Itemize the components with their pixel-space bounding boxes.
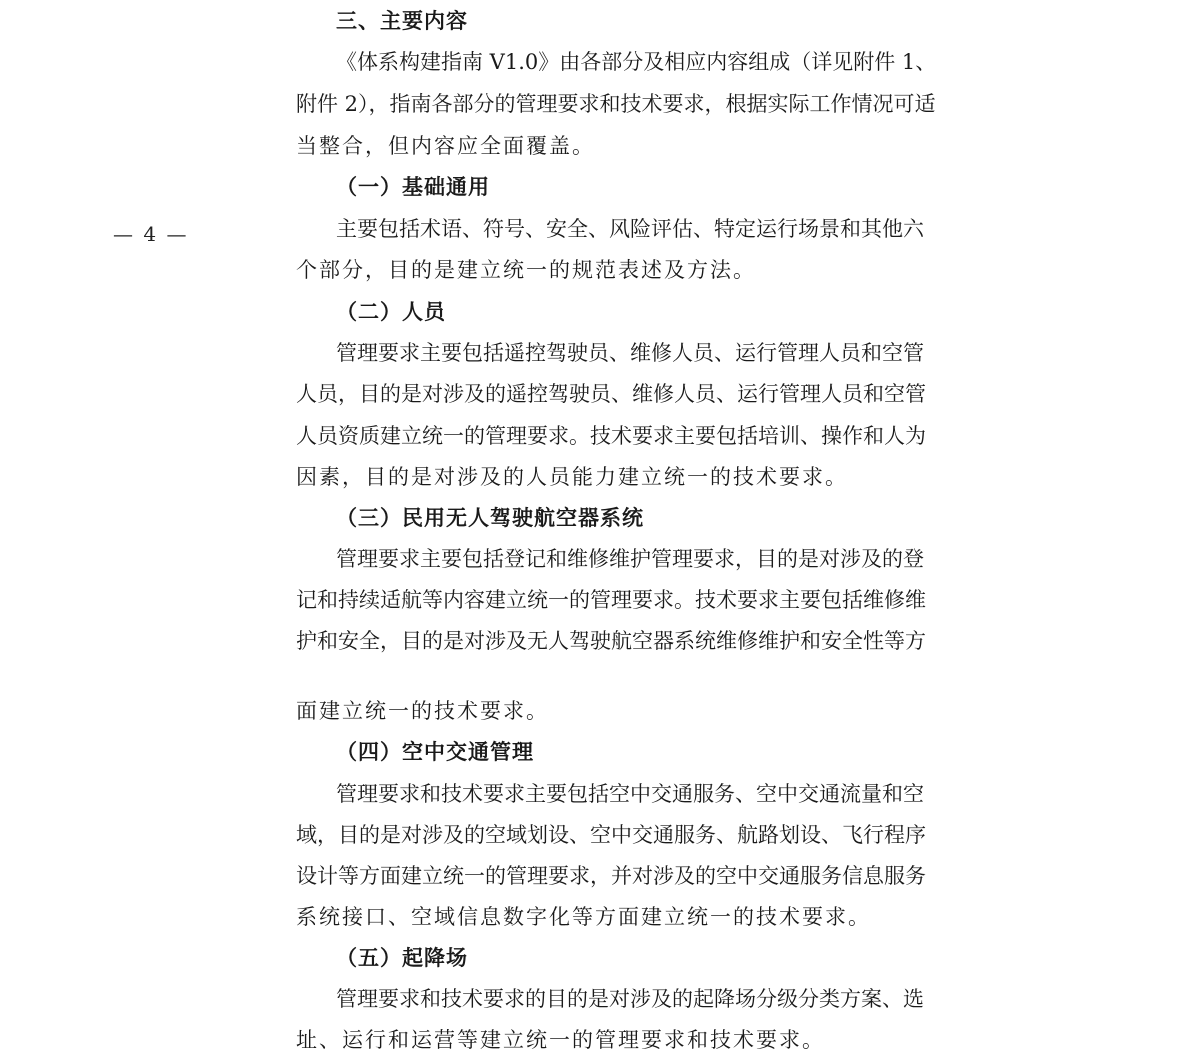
paragraph-line: 系统接口、空域信息数字化等方面建立统一的技术要求。 (296, 905, 871, 929)
paragraph-line: 址、运行和运营等建立统一的管理要求和技术要求。 (296, 1028, 825, 1052)
page-number: — 4 — (113, 222, 189, 246)
paragraph-line: 管理要求和技术要求的目的是对涉及的起降场分级分类方案、选 (336, 987, 924, 1011)
paragraph-line: 管理要求主要包括登记和维修维护管理要求，目的是对涉及的登 (336, 547, 924, 571)
intro-line-3: 当整合，但内容应全面覆盖。 (296, 134, 595, 158)
paragraph-line: 人员资质建立统一的管理要求。技术要求主要包括培训、操作和人为 (296, 424, 926, 448)
intro-line-2: 附件 2），指南各部分的管理要求和技术要求，根据实际工作情况可适 (296, 92, 936, 116)
paragraph-line: 主要包括术语、符号、安全、风险评估、特定运行场景和其他六 (336, 217, 924, 241)
subheading-uas: （三）民用无人驾驶航空器系统 (336, 505, 644, 530)
subheading-personnel: （二）人员 (336, 299, 446, 324)
paragraph-line: 记和持续适航等内容建立统一的管理要求。技术要求主要包括维修维 (296, 588, 926, 612)
subheading-basic: （一）基础通用 (336, 174, 490, 199)
paragraph-line: 设计等方面建立统一的管理要求，并对涉及的空中交通服务信息服务 (296, 864, 926, 888)
paragraph-line: 个部分，目的是建立统一的规范表述及方法。 (296, 258, 756, 282)
intro-line-1: 《体系构建指南 V1.0》由各部分及相应内容组成（详见附件 1、 (336, 50, 937, 74)
paragraph-line: 域，目的是对涉及的空域划设、空中交通服务、航路划设、飞行程序 (296, 823, 926, 847)
paragraph-line: 因素，目的是对涉及的人员能力建立统一的技术要求。 (296, 465, 848, 489)
paragraph-line: 护和安全，目的是对涉及无人驾驶航空器系统维修维护和安全性等方 (296, 629, 926, 653)
paragraph-line: 人员，目的是对涉及的遥控驾驶员、维修人员、运行管理人员和空管 (296, 382, 926, 406)
paragraph-line: 管理要求和技术要求主要包括空中交通服务、空中交通流量和空 (336, 782, 924, 806)
subheading-vertiport: （五）起降场 (336, 945, 468, 970)
subheading-atm: （四）空中交通管理 (336, 739, 534, 764)
paragraph-line: 面建立统一的技术要求。 (296, 699, 549, 723)
paragraph-line: 管理要求主要包括遥控驾驶员、维修人员、运行管理人员和空管 (336, 341, 924, 365)
section-title: 三、主要内容 (336, 8, 468, 33)
